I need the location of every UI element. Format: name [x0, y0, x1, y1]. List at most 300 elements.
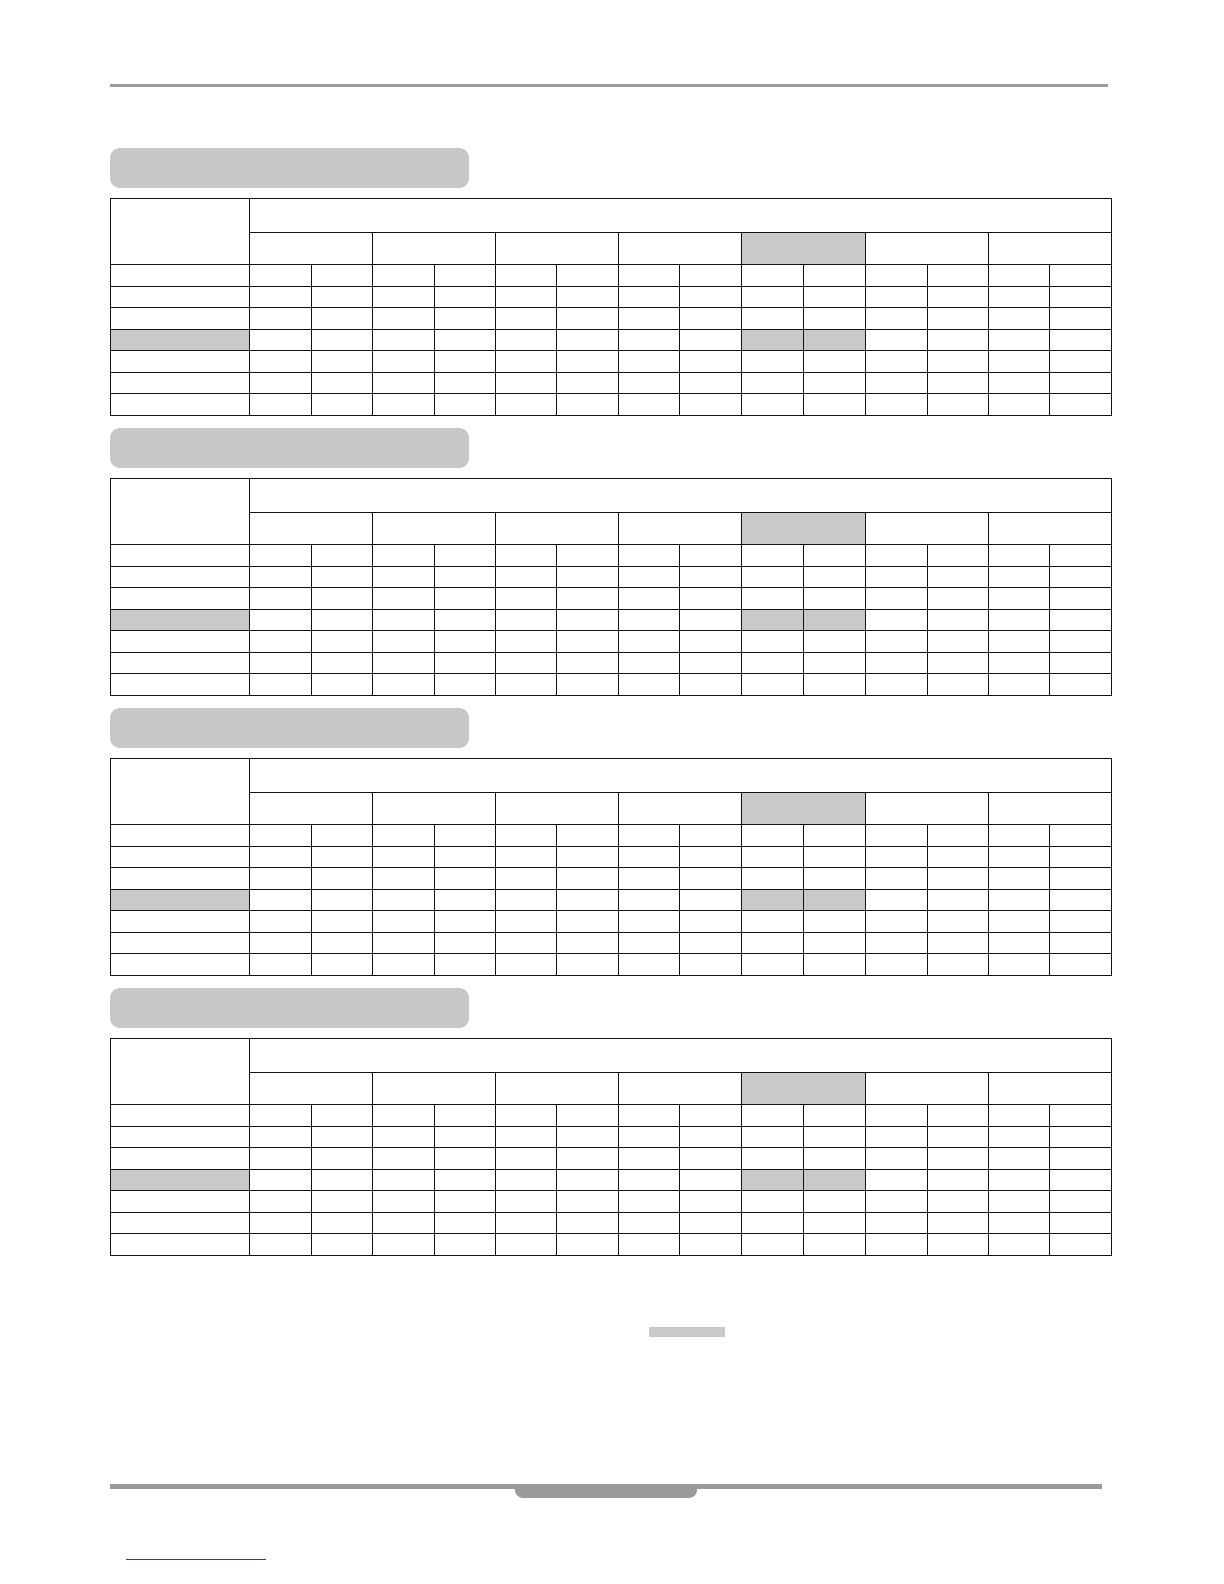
group-header-cell: [619, 233, 742, 265]
table-cell: [312, 609, 373, 631]
table-cell: [927, 1169, 988, 1191]
table-cell: [557, 652, 619, 674]
row-label-cell: [111, 868, 250, 890]
group-header-cell: [619, 1073, 742, 1105]
row-label-cell: [111, 1105, 250, 1127]
table-cell: [373, 631, 435, 653]
table-cell: [496, 911, 557, 933]
group-header-cell: [373, 513, 496, 545]
table-row: [111, 394, 1112, 416]
table-cell: [680, 868, 742, 890]
table-row: [111, 631, 1112, 653]
table-cell: [680, 674, 742, 696]
table-cell: [496, 372, 557, 394]
table-cell: [557, 566, 619, 588]
table-cell: [988, 329, 1049, 351]
table-cell: [557, 394, 619, 416]
table-cell: [865, 889, 927, 911]
table-cell: [557, 631, 619, 653]
table-cell: [619, 394, 680, 416]
table-cell: [312, 286, 373, 308]
table-cell: [250, 932, 312, 954]
table-cell: [865, 566, 927, 588]
table-cell: [927, 566, 988, 588]
table-cell: [619, 1191, 680, 1213]
table-cell: [312, 1191, 373, 1213]
table-cell: [680, 911, 742, 933]
table-cell: [312, 308, 373, 330]
table-cell: [557, 545, 619, 567]
table-cell: [742, 394, 803, 416]
group-header-cell: [988, 233, 1111, 265]
table-row: [111, 674, 1112, 696]
table-cell: [988, 911, 1049, 933]
table-cell: [373, 286, 435, 308]
table-cell: [250, 631, 312, 653]
table-cell: [373, 1105, 435, 1127]
table-cell: [988, 1234, 1049, 1256]
table-cell: [742, 889, 803, 911]
table-cell: [1049, 631, 1111, 653]
table-cell: [557, 1212, 619, 1234]
group-header-cell: [250, 233, 373, 265]
table-cell: [803, 566, 865, 588]
group-header-cell: [373, 1073, 496, 1105]
group-header-cell: [250, 793, 373, 825]
table-cell: [496, 265, 557, 287]
table-cell: [803, 825, 865, 847]
table-cell: [557, 609, 619, 631]
table-cell: [557, 588, 619, 610]
table-row: [111, 308, 1112, 330]
table-cell: [496, 609, 557, 631]
table-cell: [803, 1148, 865, 1170]
table-cell: [250, 265, 312, 287]
table-cell: [1049, 609, 1111, 631]
section-title-tab: [110, 708, 469, 748]
section-title-tab: [110, 428, 469, 468]
table-cell: [927, 545, 988, 567]
table-cell: [619, 954, 680, 976]
table-cell: [680, 1169, 742, 1191]
table-cell: [619, 1169, 680, 1191]
table-cell: [312, 932, 373, 954]
row-label-cell: [111, 329, 250, 351]
table-cell: [373, 265, 435, 287]
table-cell: [988, 308, 1049, 330]
table-cell: [312, 1234, 373, 1256]
table-cell: [373, 329, 435, 351]
table-cell: [927, 674, 988, 696]
table-cell: [988, 1212, 1049, 1234]
table-cell: [680, 1212, 742, 1234]
table-cell: [680, 351, 742, 373]
table-cell: [250, 889, 312, 911]
table-cell: [988, 954, 1049, 976]
table-cell: [619, 545, 680, 567]
table-cell: [1049, 351, 1111, 373]
table-cell: [865, 911, 927, 933]
table-cell: [619, 351, 680, 373]
table-cell: [927, 1126, 988, 1148]
table-cell: [496, 868, 557, 890]
table-cell: [557, 1191, 619, 1213]
table-row: [111, 825, 1112, 847]
table-cell: [250, 868, 312, 890]
table-cell: [496, 1148, 557, 1170]
table-cell: [496, 545, 557, 567]
table-cell: [435, 1126, 496, 1148]
table-cell: [680, 1191, 742, 1213]
table-row: [111, 1169, 1112, 1191]
table-cell: [619, 1148, 680, 1170]
table-cell: [619, 911, 680, 933]
table-cell: [435, 1234, 496, 1256]
table-row: [111, 889, 1112, 911]
group-header-cell: [742, 793, 865, 825]
table-cell: [1049, 868, 1111, 890]
table-cell: [927, 631, 988, 653]
table-cell: [927, 825, 988, 847]
table-cell: [557, 889, 619, 911]
table-cell: [865, 1126, 927, 1148]
page-footer-tab: [515, 1486, 697, 1498]
table-cell: [927, 1105, 988, 1127]
table-cell: [250, 329, 312, 351]
section-title-tab: [110, 148, 469, 188]
table-cell: [619, 265, 680, 287]
table-cell: [988, 609, 1049, 631]
table-cell: [373, 1191, 435, 1213]
table-cell: [742, 609, 803, 631]
table-cell: [435, 954, 496, 976]
table-cell: [496, 1126, 557, 1148]
table-cell: [312, 566, 373, 588]
table-cell: [803, 1234, 865, 1256]
table-cell: [435, 825, 496, 847]
table-cell: [927, 868, 988, 890]
table-cell: [988, 1191, 1049, 1213]
table-cell: [742, 1234, 803, 1256]
table-cell: [803, 1169, 865, 1191]
table-cell: [619, 286, 680, 308]
table-cell: [496, 351, 557, 373]
table-cell: [435, 868, 496, 890]
table-cell: [312, 545, 373, 567]
table-cell: [927, 652, 988, 674]
row-label-cell: [111, 911, 250, 933]
table-cell: [927, 286, 988, 308]
table-cell: [742, 588, 803, 610]
table-cell: [742, 265, 803, 287]
table-cell: [373, 308, 435, 330]
table-cell: [865, 1148, 927, 1170]
table-cell: [250, 1148, 312, 1170]
table-cell: [865, 825, 927, 847]
table-cell: [312, 674, 373, 696]
table-cell: [312, 351, 373, 373]
table-cell: [557, 954, 619, 976]
table-cell: [803, 372, 865, 394]
table-cell: [496, 1105, 557, 1127]
table-cell: [557, 1126, 619, 1148]
table-cell: [988, 545, 1049, 567]
row-label-cell: [111, 932, 250, 954]
table-cell: [435, 1212, 496, 1234]
table-cell: [250, 846, 312, 868]
table-cell: [803, 889, 865, 911]
group-header-cell: [988, 513, 1111, 545]
table-cell: [988, 566, 1049, 588]
table-cell: [865, 932, 927, 954]
table-cell: [803, 1191, 865, 1213]
data-table: [110, 758, 1112, 976]
table-cell: [435, 1191, 496, 1213]
table-cell: [496, 1191, 557, 1213]
table-cell: [865, 674, 927, 696]
column-group-header: [250, 759, 1112, 793]
row-label-cell: [111, 588, 250, 610]
table-cell: [803, 308, 865, 330]
table-cell: [250, 609, 312, 631]
table-cell: [742, 545, 803, 567]
table-cell: [312, 631, 373, 653]
row-header-corner: [111, 199, 250, 265]
table-cell: [619, 1212, 680, 1234]
table-cell: [557, 868, 619, 890]
table-cell: [373, 588, 435, 610]
table-cell: [496, 954, 557, 976]
table-cell: [742, 308, 803, 330]
table-cell: [927, 308, 988, 330]
table-cell: [988, 652, 1049, 674]
table-cell: [865, 1234, 927, 1256]
table-cell: [988, 588, 1049, 610]
table-cell: [865, 545, 927, 567]
table-cell: [557, 674, 619, 696]
group-header-cell: [250, 513, 373, 545]
table-cell: [803, 351, 865, 373]
table-cell: [557, 825, 619, 847]
table-row: [111, 652, 1112, 674]
table-cell: [312, 329, 373, 351]
data-table: [110, 1038, 1112, 1256]
table-cell: [865, 1212, 927, 1234]
table-cell: [435, 609, 496, 631]
column-group-header: [250, 1039, 1112, 1073]
table-cell: [250, 911, 312, 933]
data-table: [110, 478, 1112, 696]
table-cell: [312, 394, 373, 416]
group-header-cell: [865, 233, 988, 265]
table-cell: [250, 1105, 312, 1127]
table-cell: [742, 1148, 803, 1170]
table-cell: [742, 1126, 803, 1148]
table-row: [111, 1126, 1112, 1148]
table-cell: [680, 846, 742, 868]
row-label-cell: [111, 394, 250, 416]
table-cell: [865, 329, 927, 351]
table-cell: [1049, 932, 1111, 954]
table-cell: [496, 329, 557, 351]
table-cell: [865, 868, 927, 890]
table-cell: [803, 631, 865, 653]
table-cell: [557, 372, 619, 394]
table-cell: [250, 588, 312, 610]
group-header-cell: [373, 793, 496, 825]
table-cell: [435, 394, 496, 416]
row-label-cell: [111, 652, 250, 674]
table-cell: [803, 954, 865, 976]
table-cell: [496, 846, 557, 868]
group-header-cell: [865, 1073, 988, 1105]
table-cell: [865, 351, 927, 373]
table-cell: [619, 1105, 680, 1127]
row-header-corner: [111, 1039, 250, 1105]
row-label-cell: [111, 674, 250, 696]
row-label-cell: [111, 889, 250, 911]
table-cell: [742, 1169, 803, 1191]
table-cell: [988, 1105, 1049, 1127]
table-cell: [496, 1169, 557, 1191]
table-cell: [680, 308, 742, 330]
table-cell: [1049, 286, 1111, 308]
table-cell: [1049, 1212, 1111, 1234]
table-cell: [1049, 394, 1111, 416]
highlight-bar: [649, 1327, 725, 1337]
table-cell: [803, 394, 865, 416]
table-cell: [435, 286, 496, 308]
table-cell: [742, 1212, 803, 1234]
table-cell: [680, 609, 742, 631]
row-label-cell: [111, 1191, 250, 1213]
table-cell: [312, 825, 373, 847]
table-cell: [988, 351, 1049, 373]
table-cell: [435, 911, 496, 933]
table-cell: [557, 1148, 619, 1170]
table-cell: [435, 674, 496, 696]
table-cell: [435, 652, 496, 674]
table-cell: [435, 889, 496, 911]
table-cell: [742, 1191, 803, 1213]
row-label-cell: [111, 631, 250, 653]
row-label-cell: [111, 265, 250, 287]
table-cell: [1049, 372, 1111, 394]
table-cell: [373, 1126, 435, 1148]
table-cell: [865, 372, 927, 394]
table-cell: [619, 609, 680, 631]
table-cell: [803, 265, 865, 287]
table-cell: [1049, 545, 1111, 567]
table-cell: [680, 889, 742, 911]
table-cell: [742, 868, 803, 890]
table-cell: [680, 1105, 742, 1127]
table-cell: [680, 394, 742, 416]
table-row: [111, 265, 1112, 287]
table-cell: [250, 954, 312, 976]
table-row: [111, 954, 1112, 976]
table-cell: [803, 911, 865, 933]
row-header-corner: [111, 479, 250, 545]
table-cell: [373, 566, 435, 588]
table-cell: [373, 394, 435, 416]
table-cell: [619, 868, 680, 890]
table-cell: [927, 588, 988, 610]
table-cell: [988, 286, 1049, 308]
row-label-cell: [111, 1148, 250, 1170]
table-cell: [557, 1169, 619, 1191]
table-cell: [496, 652, 557, 674]
table-cell: [927, 265, 988, 287]
group-header-cell: [619, 513, 742, 545]
group-header-cell: [742, 1073, 865, 1105]
table-cell: [680, 372, 742, 394]
table-cell: [988, 868, 1049, 890]
table-cell: [1049, 588, 1111, 610]
table-cell: [1049, 846, 1111, 868]
table-cell: [619, 308, 680, 330]
table-cell: [680, 954, 742, 976]
table-cell: [496, 588, 557, 610]
table-cell: [680, 932, 742, 954]
table-cell: [312, 954, 373, 976]
group-header-cell: [865, 513, 988, 545]
table-cell: [680, 1234, 742, 1256]
table-cell: [373, 674, 435, 696]
table-cell: [865, 1169, 927, 1191]
table-cell: [1049, 1234, 1111, 1256]
row-label-cell: [111, 1234, 250, 1256]
table-cell: [1049, 1148, 1111, 1170]
table-cell: [803, 674, 865, 696]
table-cell: [803, 286, 865, 308]
table-cell: [680, 1148, 742, 1170]
table-cell: [250, 1234, 312, 1256]
table-cell: [373, 846, 435, 868]
table-cell: [496, 932, 557, 954]
table-cell: [557, 911, 619, 933]
table-cell: [373, 652, 435, 674]
table-cell: [680, 825, 742, 847]
table-row: [111, 372, 1112, 394]
table-cell: [373, 889, 435, 911]
table-cell: [435, 265, 496, 287]
table-cell: [250, 372, 312, 394]
table-cell: [988, 1148, 1049, 1170]
table-cell: [557, 1105, 619, 1127]
table-cell: [803, 609, 865, 631]
footer-link[interactable]: [126, 1559, 266, 1560]
table-cell: [312, 868, 373, 890]
table-cell: [496, 394, 557, 416]
table-cell: [927, 911, 988, 933]
group-header-cell: [619, 793, 742, 825]
table-cell: [619, 631, 680, 653]
table-cell: [373, 911, 435, 933]
table-cell: [988, 1126, 1049, 1148]
table-row: [111, 609, 1112, 631]
table-cell: [435, 351, 496, 373]
group-header-cell: [742, 513, 865, 545]
table-cell: [680, 1126, 742, 1148]
table-cell: [373, 954, 435, 976]
table-cell: [865, 609, 927, 631]
table-cell: [803, 846, 865, 868]
table-cell: [496, 674, 557, 696]
table-cell: [988, 394, 1049, 416]
table-cell: [988, 631, 1049, 653]
table-cell: [927, 1212, 988, 1234]
